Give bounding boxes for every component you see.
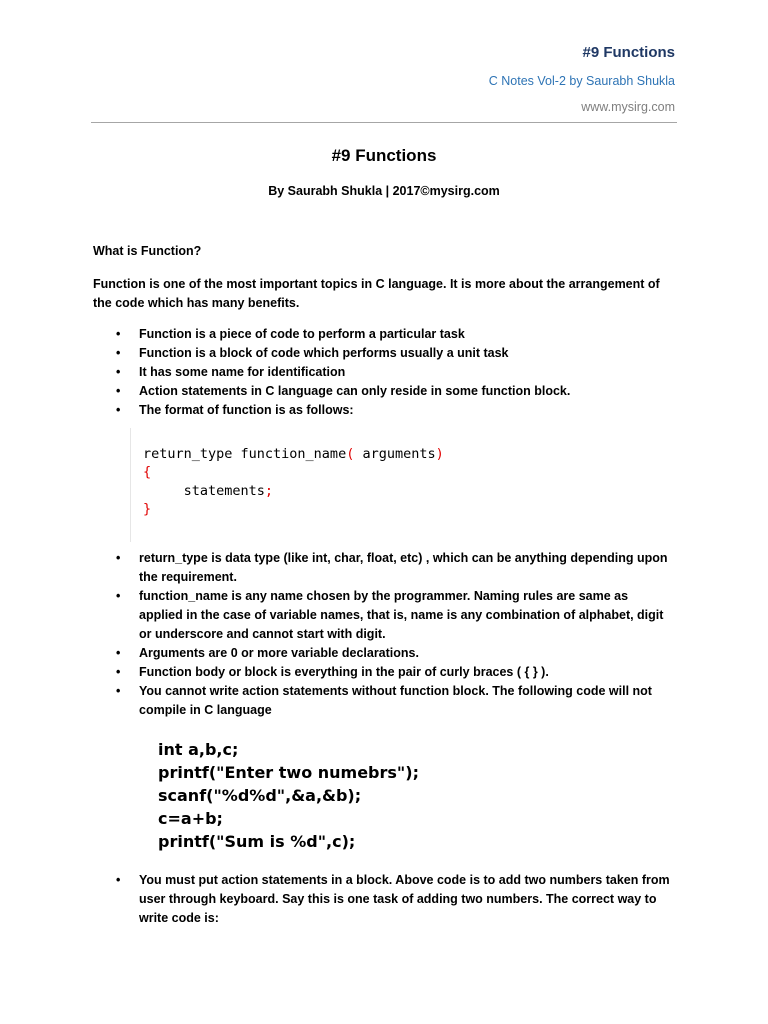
list-item [93, 663, 673, 682]
header-title: #9 Functions [582, 44, 675, 61]
header-site: www.mysirg.com [581, 100, 675, 114]
bullet-icon: • [116, 551, 121, 565]
list-item-text: return_type is data type (like int, char, float, etc) , which can be anything depending upon the requirement. [139, 551, 668, 584]
code-line: int a,b,c; [158, 740, 239, 759]
list-item-text: It has some name for identification [139, 365, 346, 379]
list-item [93, 382, 673, 401]
list-item-text: You must put action statements in a block. Above code is to add two numbers taken from user through keyboard. Say this is one task of adding two numbers. The correct way to write code is: [139, 873, 670, 925]
bullet-icon: • [116, 589, 121, 603]
list-item-text: Function is a piece of code to perform a particular task [139, 327, 465, 341]
bullet-icon: • [116, 684, 121, 698]
code-line: printf("Enter two numebrs"); [158, 763, 419, 782]
code-line: return_type function_name( arguments) [143, 446, 444, 462]
bullet-icon: • [116, 327, 121, 341]
bullet-icon: • [116, 384, 121, 398]
list-item-text: function_name is any name chosen by the programmer. Naming rules are same as applied in the case of variable names, that is, name is any combination of alphabet, digit or underscore and cannot start with digit. [139, 589, 664, 641]
bullet-icon: • [116, 346, 121, 360]
header-divider [91, 122, 677, 123]
code-line: printf("Sum is %d",c); [158, 832, 356, 851]
code-line: { [143, 464, 152, 480]
bullet-list-conclusion [93, 871, 673, 928]
list-item [93, 682, 673, 720]
header-subtitle: C Notes Vol-2 by Saurabh Shukla [488, 74, 675, 88]
list-item [93, 871, 673, 928]
code-line: statements; [143, 483, 274, 499]
bullet-icon: • [116, 665, 121, 679]
list-item [93, 344, 673, 363]
code-line: } [143, 501, 152, 517]
bullet-list-details [93, 549, 673, 720]
intro-paragraph: Function is one of the most important topics in C language. It is more about the arrangement of the code which has many benefits. [93, 277, 660, 310]
code-line: scanf("%d%d",&a,&b); [158, 786, 362, 805]
list-item-text: Function body or block is everything in the pair of curly braces ( { } ). [139, 665, 549, 679]
list-item-text: You cannot write action statements without function block. The following code will not compile in C language [139, 684, 652, 717]
bullet-icon: • [116, 646, 121, 660]
section-heading: What is Function? [93, 244, 202, 258]
list-item-text: Arguments are 0 or more variable declarations. [139, 646, 419, 660]
list-item [93, 549, 673, 587]
list-item [93, 325, 673, 344]
bullet-icon: • [116, 365, 121, 379]
invalid-code-sample [158, 738, 518, 853]
page-title: #9 Functions [331, 146, 437, 165]
bullet-icon: • [116, 403, 121, 417]
list-item-text: Function is a block of code which performs usually a unit task [139, 346, 509, 360]
list-item-text: The format of function is as follows: [139, 403, 354, 417]
list-item [93, 401, 673, 420]
byline: By Saurabh Shukla | 2017©mysirg.com [268, 184, 500, 198]
code-line: c=a+b; [158, 809, 223, 828]
list-item [93, 644, 673, 663]
list-item [93, 587, 673, 644]
bullet-list-definitions [93, 325, 673, 420]
list-item [93, 363, 673, 382]
list-item-text: Action statements in C language can only reside in some function block. [139, 384, 571, 398]
bullet-icon: • [116, 873, 121, 887]
function-format-code [130, 428, 511, 542]
